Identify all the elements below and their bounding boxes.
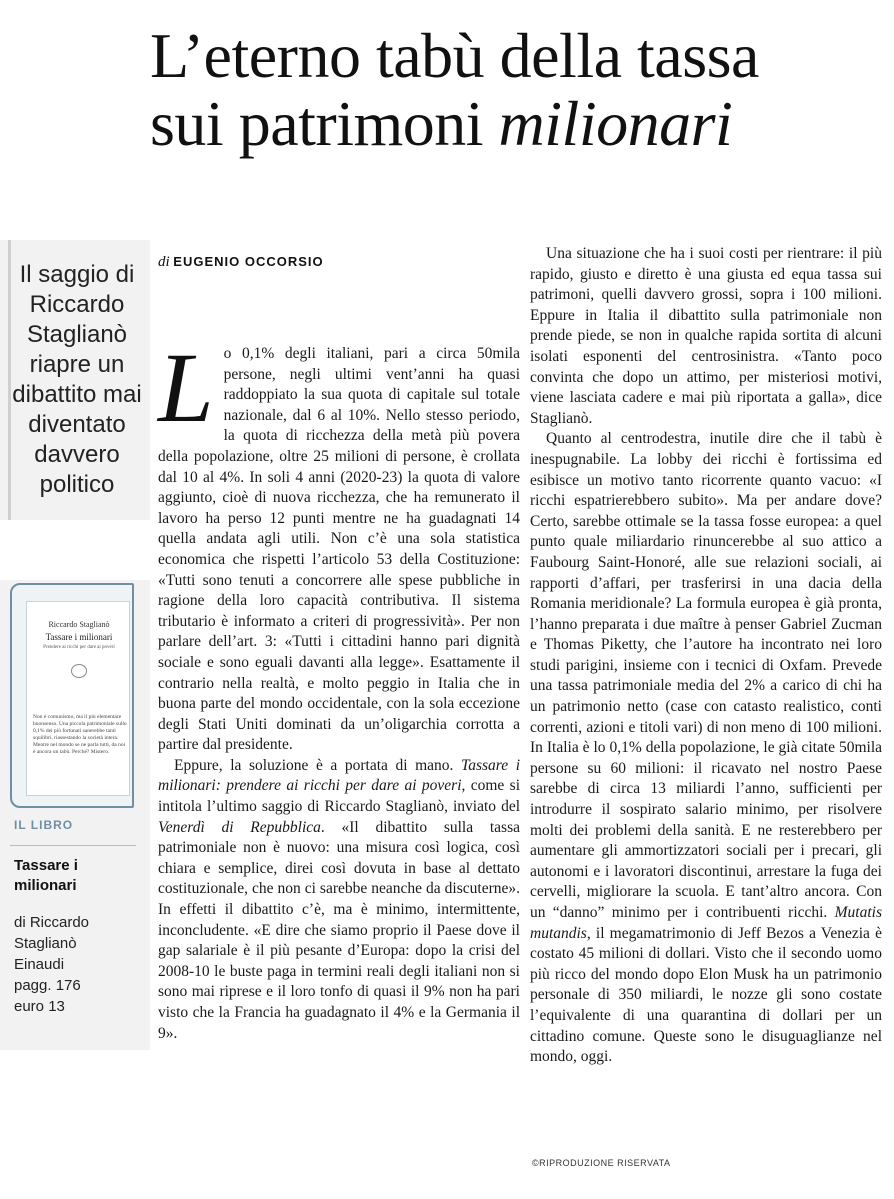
book-cover-image [10,583,134,808]
publisher-logo-icon [71,664,87,678]
paragraph-4 [530,429,882,1067]
deck-rule [8,240,11,520]
deck: Il saggio di Riccardo Staglianò riapre un dibattito mai diventato davvero politico [12,261,142,498]
latin-phrase-italic: Mutatis mutandis [530,904,882,942]
headline-line-1: L’eterno tabù della tassa [150,20,759,91]
libro-pages: pagg. 176 [14,977,81,994]
book-cover-blurb: Non è comunismo, ma il più elementare buonsenso. Una piccola patrimoniale sullo 0,1% dei più fortunati sanerebbe tanti squilibri, riassestando la società intera. Mentre nel mondo se ne parla tutti, da noi è ancora un tabù. Perché? Mistero. [33,714,127,755]
libro-author: Staglianò [14,935,77,952]
article-column-2 [530,244,882,1068]
headline-line-2 [150,90,870,158]
headline-line-2-plain: sui patrimoni [150,88,499,159]
paragraph-2-text-a: Eppure, la soluzione è a portata di mano. [174,756,462,774]
headline-line-2-italic: milionari [498,88,733,159]
magazine-title-italic: Venerdì di Repubblica [158,818,321,836]
drop-cap: L [158,332,214,443]
paragraph-4-text-c: , il megamatrimonio di Jeff Bezos a Venezia è costato 45 milioni di dollari. Visto che il secondo uomo più ricco del mondo dopo Elon Musk ha un patrimonio personale di 350 miliardi, le nozze gli sono costate l’equivalente di una quarantina di dollari per un cittadino comune. Queste sono le disuguaglianze nel mondo, oggi. [530,924,882,1066]
paragraph-1-text: o 0,1% degli italiani, pari a circa 50mila persone, negli ultimi vent’anni ha quasi raddoppiato la sua quota di capitale sul totale nazionale, dal 6 al 10%. Nello stesso periodo, la quota di ricchezza della metà più povera della popolazione, oltre 25 milioni di persone, è crollata dal 10 al 4%. In soli 4 anni (2020-23) la quota di valore aggiunto, cioè di nuova ricchezza, che ha remunerato il lavoro ha perso 12 punti mentre ne ha guadagnati 14 quella andata agli utili. Non c’è una sola statistica economica che rispetti l’articolo 53 della Costituzione: «Tutti sono tenuti a concorrere alle spese pubbliche in ragione della loro capacità contributiva. Il sistema tributario è informato a criteri di progressività». Per non parlare dell’art. 3: «Tutti i cittadini hanno pari dignità sociale e sono eguali davanti alla legge». Esattamente il contrario nella realtà, e molto peggio in Italia che in buona parte del mondo occidentale, con la sola eccezione degli Stati Uniti dominati da un’oligarchia corrotta a partire dal presidente. [158,345,520,754]
paragraph-3: Una situazione che ha i suoi costi per rientrare: il più rapido, giusto e diretto è una giusta ed equa tassa sui patrimoni, quelli davvero grossi, sopra i 100 milioni. Eppure in Italia il dibattito sulla patrimoniale non prende piede, se non in qualche rapida sortita di alcuni isolati esponenti del centrosinistra. «Tanto poco convinta che dopo un attimo, per misteriosi motivi, viene lasciata cadere e mai più riportata a galla», dice Staglianò. [530,245,882,427]
paragraph-2 [158,756,520,1044]
libro-info [14,912,144,1017]
book-cover-author: Riccardo Staglianò [48,620,110,629]
libro-label: IL LIBRO [14,818,74,832]
paragraph-2-text-c: , come si intitola l’ultimo saggio di Riccardo Staglianò, inviato del [158,777,521,816]
book-cover-page [26,601,130,796]
libro-publisher: Einaudi [14,956,65,973]
paragraph-2-text-e: . «Il dibattito sulla tassa patrimoniale non è nuovo: una misura così logica, così chiara e semplice, direi così dovuta in base al dettato costituzionale, che non ci sarebbe neanche da discuterne». In effetti il dibattito c’è, ma è minimo, intermittente, inconcludente. «E dire che siamo proprio il Paese dove il gap salariale è il più pesante d’Europa: dopo la crisi del 2008-10 le buste paga in termini reali degli italiani non si sono mai riprese e il loro tonfo di quasi il 9% non ha pari visto che la Francia ha guadagnato il 4% e la Germania il 9». [158,818,520,1042]
libro-author-prefix: di Riccardo [14,914,90,931]
byline [158,254,324,271]
headline [150,22,870,158]
libro-title: Tassare i milionari [14,857,78,894]
byline-author: EUGENIO OCCORSIO [173,254,324,269]
paragraph-4-text-a: Quanto al centrodestra, inutile dire che il tabù è inespugnabile. La lobby dei ricchi è fortissima ed esibisce un motivo tanto ricorrente quanto vacuo: «I ricchi espatrierebbero subito». Ma per andare dove? Certo, sarebbe ottimale se la tassa fosse europea: a quel punto quale miliardario rinuncerebbe al suo attico a Faubourg Saint-Honoré, alle sue relazioni sociali, ai rapporti d’affari, per trasferirsi in una dacia della Romania meridionale? La formula europea è già pronta, l’hanno preparata i due maître à penser Gabriel Zucman e Thomas Piketty, che l’autore ha incontrato nei loro studi parigini, insieme con i tecnici di Oxfam. Prevede una tassa patrimoniale media del 2% a carico di chi ha un patrimonio netto (case con catasto realistico, conti correnti, azioni e titoli vari) di non meno di 100 milioni. In Italia è lo 0,1% della popolazione, le già citate 50mila persone su 60 milioni: il ricavato nel nostro Paese sarebbe di circa 13 miliardi l’anno, sufficienti per introdurre il sospirato salario minimo, per risolvere molti dei problemi della sanità. E ne resterebbero per aumentare gli ammortizzatori sociali per i precari, gli autonomi e i lavoratori discontinui, arrestare la fuga dei cervelli, migliorare la scuola. E tant’altro ancora. Con un “danno” minimo per i contribuenti ricchi. [530,430,882,921]
copyright-notice: ©RIPRODUZIONE RISERVATA [532,1158,671,1168]
divider [10,845,136,846]
book-title-italic: Tassare i milionari: prendere ai ricchi per dare ai poveri [158,756,520,795]
libro-price: euro 13 [14,998,65,1015]
article-column-1 [158,332,521,1044]
sidebar [0,240,150,1199]
book-cover-subtitle: Prendere ai ricchi per dare ai poveri [43,645,115,650]
book-cover-title: Tassare i milionari [45,632,113,642]
paragraph-1 [158,332,520,756]
byline-prefix: di [158,254,170,270]
